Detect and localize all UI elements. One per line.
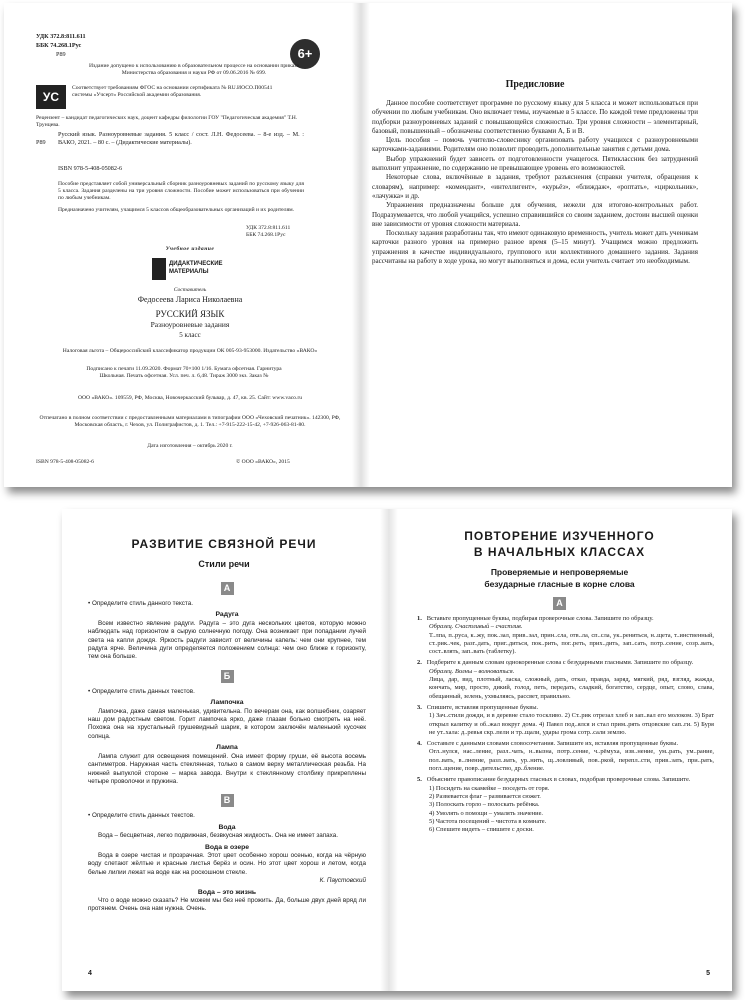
audience-note: Предназначено учителям, учащимся 5 классов общеобразовательных организаций и их родителям. — [58, 207, 295, 213]
list-item: 5) Частота посещений – чистота в комнате. — [429, 817, 547, 825]
text-title-voda: Вода — [218, 823, 236, 831]
annotation: Пособие представляет собой универсальный сборник разноуровневых заданий по русскому языку для 5 класса. Задания разделены на три уровня сложности. Пособие может использоваться при обучении по любым учебникам. — [58, 181, 304, 202]
exercise-task: Подберите к данным словам однокоренные слова с безударными гласными. Запишите по образцу. — [426, 659, 694, 667]
publisher-address: ООО «ВАКО». 109559, РФ, Москва, Новочеркасский бульвар, д. 47, кв. 25. Сайт: www.vaco.ru — [77, 395, 303, 401]
preface-paragraph: Упражнения предназначены больше для обучения, нежели для итогово-контрольных работ. Подразумевается, что любой учащийся, успешно справившийся со своим заданием, достоин высшей оценки вне зависимости от уровня сложности материала. — [372, 201, 698, 228]
udk-repeat: УДК 372.8:811.611 — [246, 225, 291, 231]
task-b: • Определите стиль данных текстов. — [88, 687, 195, 695]
copyright: © ООО «ВАКО», 2015 — [236, 459, 290, 465]
imprint-spread — [4, 3, 732, 487]
page-number-4: 4 — [88, 970, 92, 977]
exercise-task: Вставьте пропущенные буквы, подбирая проверочные слова. Запишите по образцу. — [426, 615, 654, 622]
imprint-page — [4, 3, 364, 487]
exercise-text: 1) Зач..стили дожди, и в деревне стало тоскливо. 2) Ст..рик отрезал хлеб и зап..вал его молоком. 3) Брат открыл калитку и об..жал вокруг дома. 4) Павел под..ялся и стал прим..рять отцовские сап..ги. 5) Буря не ут..хала: д..ревья скр..пели и тр..щали, удары грома сотр..сали землю. — [429, 712, 714, 736]
exercise-number: 4. — [417, 740, 422, 748]
text-ozero: Вода в озере чистая и прозрачная. Этот цвет особенно хорош осенью, когда на чёрную воду слетают жёлтые и красные листья берёз и осин. Но этот цвет хорош и летом, когда белые лилии лежат на воде как на роскошном стекле. — [88, 851, 366, 876]
list-item: 1) Посидеть на скамейке – поседеть от горя. — [429, 784, 550, 792]
preface-paragraph: Выбор упражнений будет зависеть от подготовленности учащегося. Пятиклассник без затруднений выполнит упражнение, по содержанию не превышающее уровень его возможностей. — [372, 154, 698, 173]
preface-title: Предисловие — [505, 79, 565, 90]
preface-paragraph: Некоторые слова, включённые в задания, требуют разъяснения (справки учителя, обращения к словарям), например: «комендант», «интеллигент», «курьёз», «ближдаж», «роптать», «циркольник», «лачужка» и др. — [372, 173, 698, 200]
preface-page — [364, 3, 732, 487]
permit-note: Издание допущено к использованию в образовательном процессе на основании приказа Министерства образования и науки РФ от 09.06.2016 № 699. — [89, 63, 299, 77]
level-b-badge: Б — [221, 670, 234, 683]
task-a: • Определите стиль данного текста. — [88, 600, 194, 607]
series-logo-mark — [152, 258, 166, 280]
exercise-number: 3. — [417, 703, 422, 711]
manufacture-date: Дата изготовления – октябрь 2020 г. — [147, 443, 233, 449]
compiler-name: Федосеева Лариса Николаевна — [137, 295, 243, 304]
preface-paragraph: Цель пособия – помочь учителю-словеснику организовать работу учащихся с разноуровневыми карточками-заданиями. Родителям оно позволит проводить дополнительные занятия с детьми дома. — [372, 136, 698, 154]
page4-content — [88, 582, 366, 914]
exercise-words: Т..лпа, п..руса, к..жу, пок..зал, прив..зал, прин..сла, отв..ла, сп..сла, ук..рениться, н..щета, т..инственный, ст..рик..чек, разг..дать, приг..диться, пок..рить, пог..реть, прих..дить, зап..сать, потр..сение, созр..вать, сост..влять, зап..вать (таблетку). — [429, 631, 714, 656]
list-item: 4) Умолять о помощи – умалять значение. — [429, 809, 544, 817]
task-v: • Определите стиль данных текстов. — [88, 812, 195, 820]
exercise-words: Лица, дар, вид, плотный, ласка, сложный, дать, отказ, правда, заряд, мягкий, ряд, взгляд, жажда, кончать, мир, просто, дикий, голод, петь, передать, сладкий, богатство, сердце, опыт, слово, слава, обещанный, зелень, ухмыляясь, рассвет, правильно. — [429, 676, 714, 700]
exercise-number: 5. — [417, 776, 422, 784]
topic-title-line-2: безударные гласные в корне слова — [484, 579, 635, 589]
level-a-badge-wrap — [397, 597, 722, 610]
exercise-task: Объясните правописание безударных гласных в словах, подобрав проверочные слова. Запишите. — [426, 776, 691, 784]
text-title-raduga: Радуга — [215, 611, 239, 619]
bbk-repeat: ББК 74.268.1Рус — [246, 232, 286, 238]
text-title-lampochka: Лампочка — [210, 699, 244, 707]
series-logo — [152, 258, 223, 280]
text-voda: Вода – бесцветная, легко подвижная, безвкусная жидкость. Она не имеет запаха. — [98, 832, 338, 840]
text-title-lampa: Лампа — [216, 744, 238, 752]
text-title-zhizn: Вода – это жизнь — [197, 888, 257, 896]
uchsert-logo: УС — [36, 85, 66, 109]
author-paustovsky: К. Паустовский — [319, 877, 366, 885]
spine-shadow — [380, 509, 398, 991]
list-item: 3) Полоскать горло – полоскать ребёнка. — [429, 801, 540, 809]
preface-paragraph: Данное пособие соответствует программе по русскому языку для 5 класса и может использоваться при обучении по любым учебникам. Оно включает темы, изучаемые в 5 классе. По каждой теме предложены три подборки разноуровневых заданий с повышающейся сложностью. Три уровня сложности – элементарный, базовый, повышенный – обозначены соответственно буквами А, Б и В. — [372, 99, 698, 135]
text-lampa: Лампа служит для освещения помещений. Она имеет форму груши, её высота восемь сантиметров. Наружная часть стеклянная, только в самом верху металлическая резьба. На нижней выпуклой стороне – марка завода. Внутри к стеклянному столбику прикреплены четыре проволочки и пружина. — [88, 752, 366, 785]
topic-title-styles: Стили речи — [198, 559, 250, 569]
topic-title-line-1: Проверяемые и непроверяемые — [490, 567, 629, 577]
preface-text — [372, 99, 698, 266]
isbn-bottom: ISBN 978-5-408-05082-6 — [36, 459, 94, 465]
page-number-5: 5 — [706, 970, 710, 977]
exercise-sample: Образец. Волны – волноваться. — [429, 667, 515, 675]
list-item: 2) Развевается флаг – развивается сюжет. — [429, 792, 541, 800]
bib-code: Р89 — [36, 139, 46, 146]
page-4 — [62, 509, 382, 991]
isbn: ISBN 978-5-408-05082-6 — [58, 165, 123, 172]
text-zhizn: Что о воде можно сказать? Не можем мы без неё прожить. Да, больше двух дней вряд ли протянем. Очень она нам нужна. Очень. — [88, 896, 366, 913]
exercise-sample: Образец. Счастливый – счастлив. — [429, 623, 523, 631]
exercises — [417, 615, 714, 834]
chapter-title-speech: РАЗВИТИЕ СВЯЗНОЙ РЕЧИ — [131, 537, 317, 551]
print-info: Подписано к печати 11.09.2020. Формат 70×100 1/16. Бумага офсетная. Гарнитура Школьная. Печать офсетная. Усл. печ. л. 6,48. Тираж 3000 экз. Заказ № — [86, 366, 282, 380]
page-5 — [397, 509, 732, 991]
list-item: 6) Спешите видеть – спишите с доски. — [429, 826, 534, 834]
age-rating-badge: 6+ — [290, 39, 320, 69]
series-logo-text: ДИДАКТИЧЕСКИЕ МАТЕРИАЛЫ — [169, 261, 223, 275]
chapter-title-line-2: В НАЧАЛЬНЫХ КЛАССАХ — [473, 545, 646, 559]
level-a-badge: А — [553, 597, 566, 610]
exercise-number: 1. — [417, 615, 422, 622]
book-title: РУССКИЙ ЯЗЫК — [155, 309, 225, 319]
reviewer: Рецензент – кандидат педагогических наук, доцент кафедры филологии ГОУ "Педагогическая академия" Т.Н. Трунцева. — [36, 115, 298, 129]
exercise-number: 2. — [417, 659, 422, 667]
exercise-task: Составьте с данными словами словосочетания. Запишите их, вставляя пропущенные буквы. — [426, 740, 679, 748]
edition-type: Учебное издание — [165, 246, 215, 252]
compiler-label: Составитель — [173, 287, 207, 293]
level-a-badge: А — [221, 582, 234, 595]
text-raduga: Всем известно явление радуги. Радуга – это дуга нескольких цветов, которую можно наблюдать над горизонтом в сырую солнечную погоду. Она возникает при попадании лучей света на капли дождя. Яркость радуги зависит от величины капель: чем они крупнее, тем радуга ярче. Величина дуги определяется положением солнца: чем оно ближе к горизонту, тем она больше. — [88, 619, 366, 661]
chapter-title-line-1: ПОВТОРЕНИЕ ИЗУЧЕННОГО — [464, 529, 655, 543]
printer-info: Отпечатано в полном соответствии с предоставленными материалами в типографии ООО «Чеховский печатник». 142300, РФ, Московская область, г. Чехов, ул. Полиграфистов, д. 1. Тел.: +7-915-222-15-42, +7-926-063-81-80. — [39, 415, 341, 429]
book-code: Р89 — [56, 51, 66, 58]
lesson-spread — [62, 509, 732, 991]
grade: 5 класс — [179, 331, 201, 339]
level-v-badge: В — [221, 794, 234, 807]
text-lampochka: Лампочка, даже самая маленькая, удивительна. По вечерам она, как волшебник, озаряет наш дом радостным светом. Горит лампочка ярко, даже глазам больно смотреть на неё. Похожа она на хрустальный грушевидный шарик, в котором заключён маленький кусочек солнца. — [88, 707, 366, 740]
udk: УДК 372.8:811.611 — [36, 33, 86, 40]
tax-note: Налоговая льгота – Общероссийский классификатор продукции ОК 005-93-953000. Издательство «ВАКО» — [62, 348, 318, 354]
bbk: ББК 74.268.1Рус — [36, 42, 82, 49]
exercise-task: Спишите, вставляя пропущенные буквы. — [426, 703, 539, 711]
text-title-ozero: Вода в озере — [204, 843, 250, 851]
bibliographic-entry: Русский язык. Разноуровневые задания. 5 класс / сост. Л.Н. Федосеева. – 8-е изд. – М. : ВАКО, 2021. – 80 с. – (Дидактические материалы). — [58, 131, 304, 147]
fgos-note: Соответствует требованиям ФГОС на основании сертификата № RU.ИОСО.П00541 системы «Учсерт» Российской академии образования. — [72, 85, 273, 99]
book-subtitle: Разноуровневые задания — [150, 320, 230, 329]
exercise-words: Огл..нулся, нас..ление, разл..чать, н..вызна, потр..сение, ч..рёмуха, изв..нение, ум..рать, ум..рание, пол..вать, в..лнение, разл..вать, ур..нить, щ..ловливый, пов..ркой, перепл..сти, прив..зать, при..рать, погл..щение, повр..дительство, др..бление. — [429, 748, 714, 773]
preface-paragraph: Поскольку задания разработаны так, что имеют одинаковую временность, учитель может дать ученикам карточки разного уровня на примерно разное время (5–15 минут). Учащимся можно предложить упражнения в качестве индивидуального, группового или коллективного домашнего задания. Задания рассчитаны на работу в ходе урока, но могут выполняться и дома, если учитель считает это необходимым. — [372, 229, 698, 266]
